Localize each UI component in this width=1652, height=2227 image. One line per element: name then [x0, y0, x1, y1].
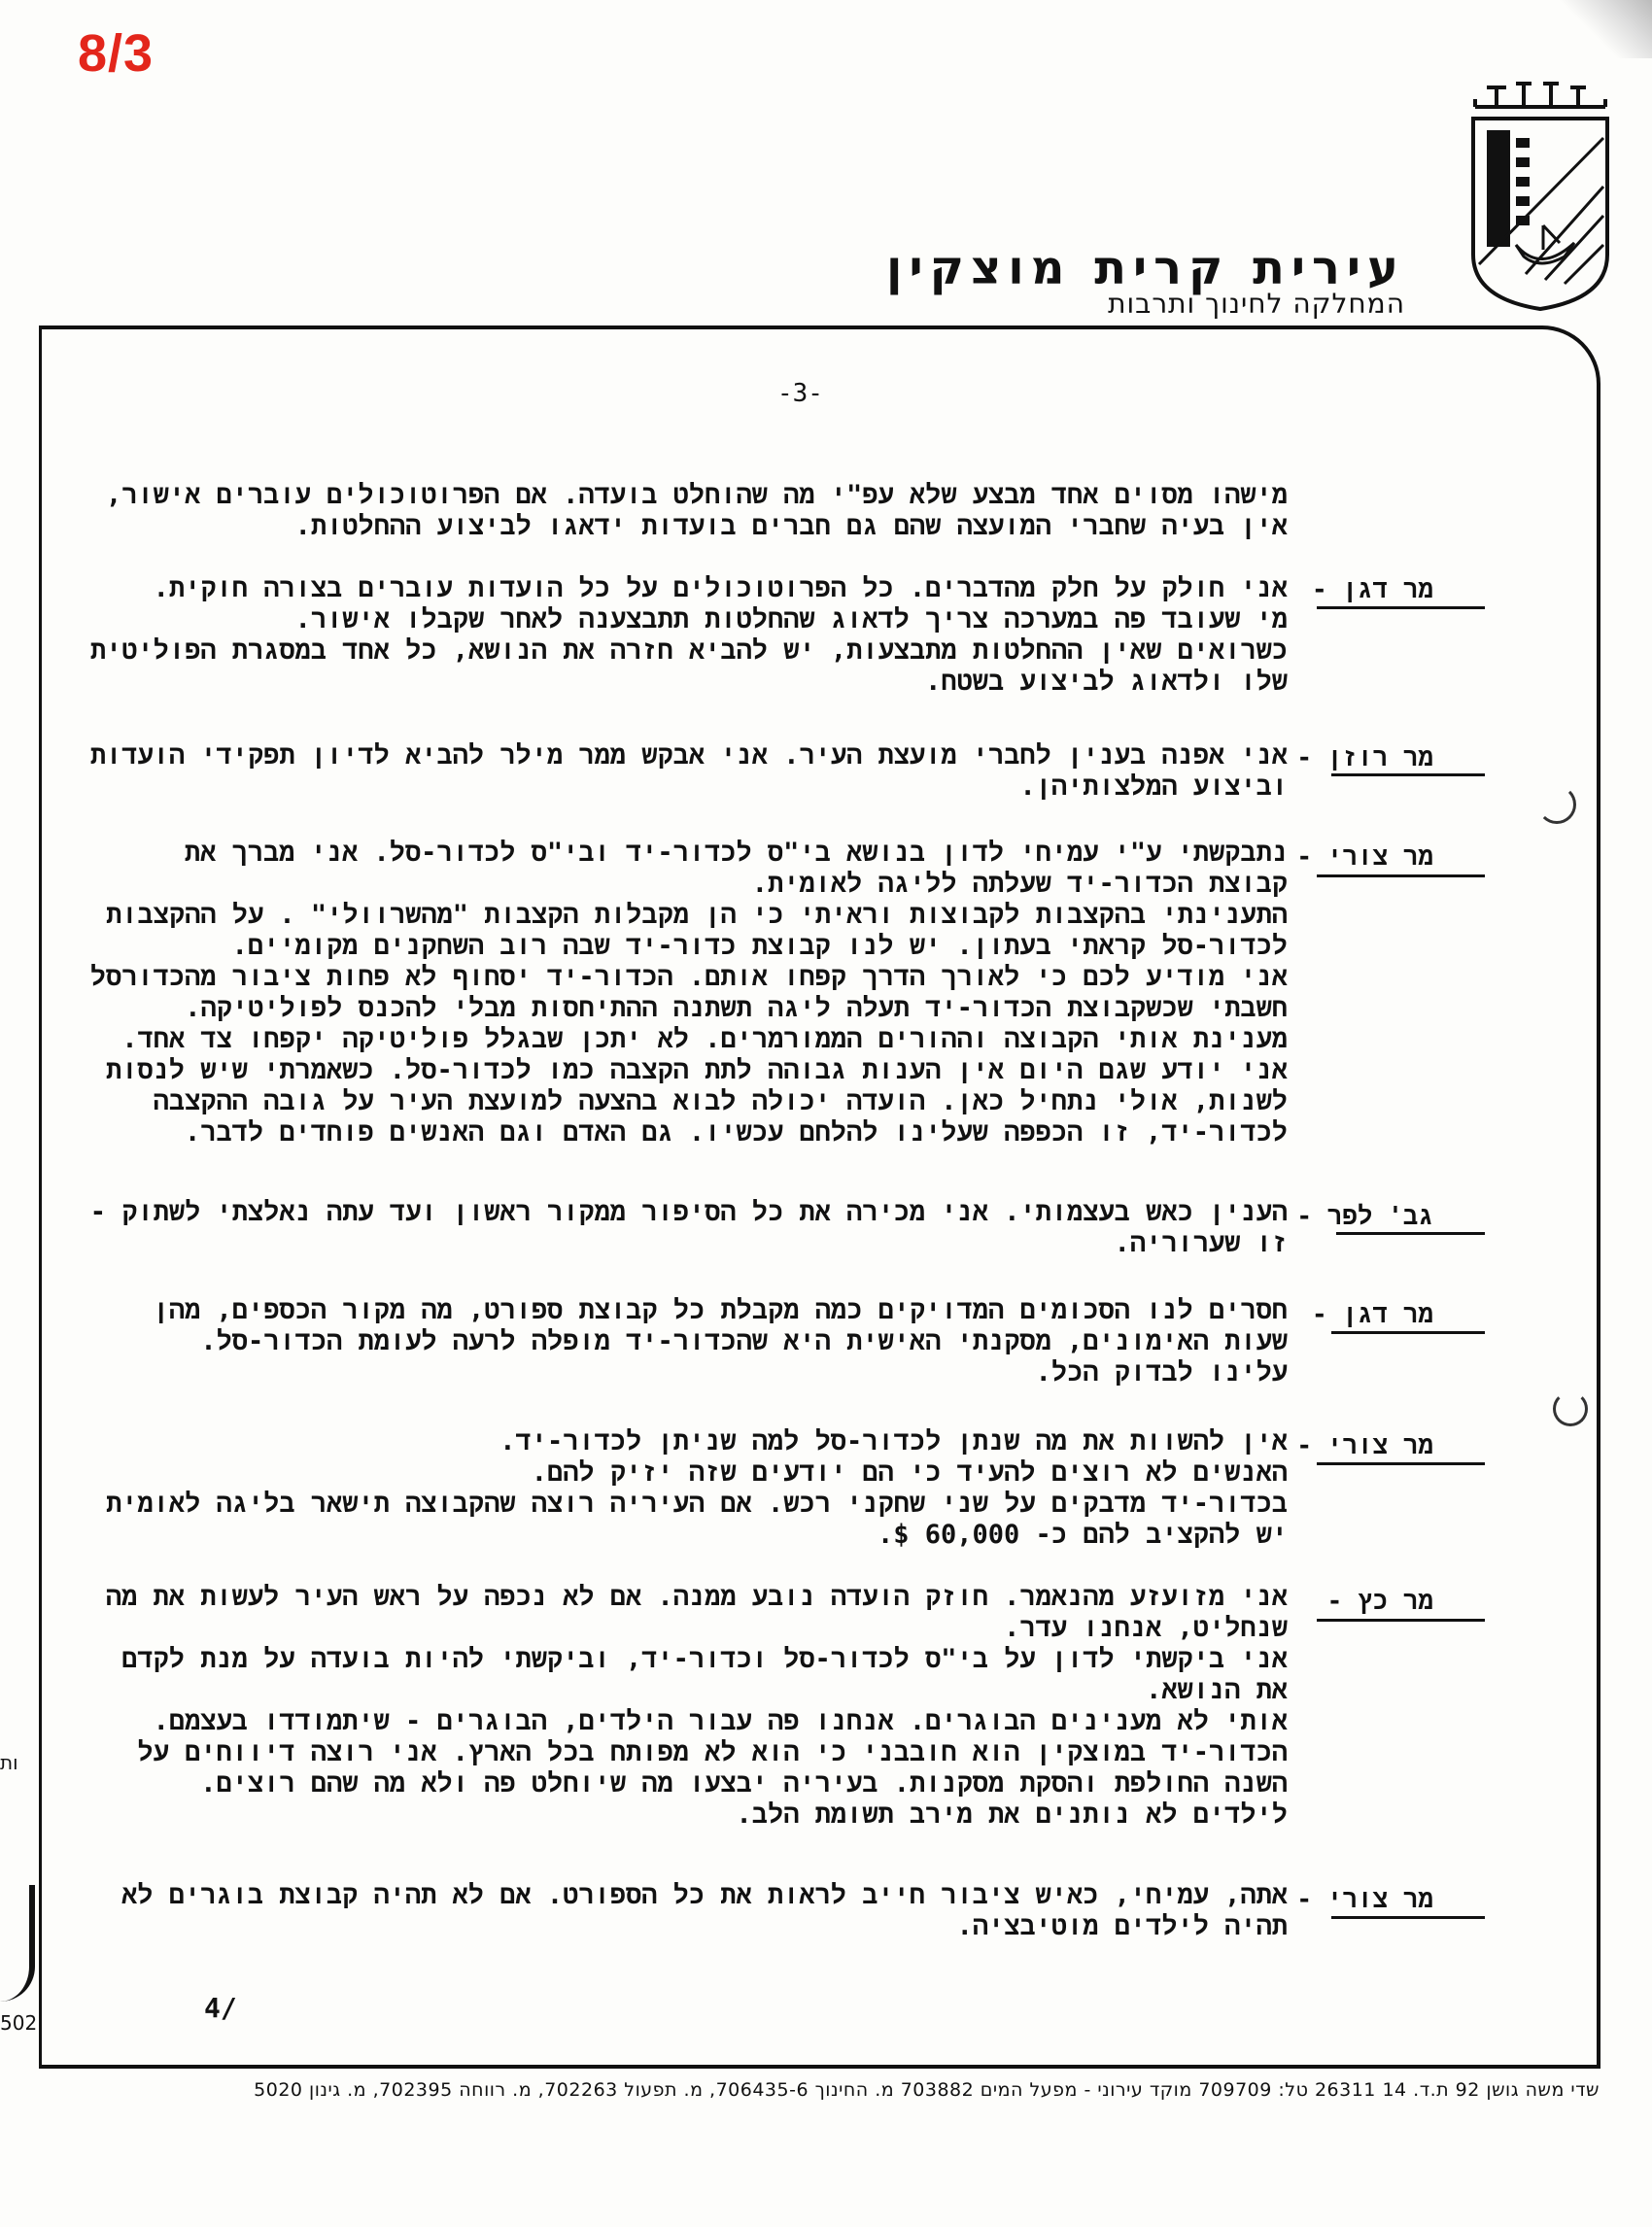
text-line: אני חולק על חלק מהדברים. כל הפרוטוכולים על כל הועדות עוברים בצורה חוקית.	[153, 573, 1288, 603]
paragraph	[73, 1582, 1288, 1831]
speaker-underline	[1317, 874, 1485, 877]
speaker-underline	[1331, 773, 1485, 776]
speaker-label: מר צורי -	[1296, 1885, 1433, 1914]
speaker-underline	[1331, 1916, 1485, 1919]
text-line: אני מזועזע מהנאמר. חוזק הועדה נובע ממנה. אם לא נכפה על ראש העיר לעשות את מה	[105, 1582, 1288, 1612]
department-subtitle: המחלקה לחינוך ותרבות	[1108, 288, 1405, 320]
text-line: אתה, עמיחי, כאיש ציבור חייב לראות את כל הספורט. אם לא תהיה קבוצת בוגרים לא	[121, 1880, 1288, 1910]
scan-corner-shadow	[1555, 0, 1652, 58]
speaker-underline	[1317, 1462, 1485, 1465]
text-line: תהיה לילדים מוטיבציה.	[956, 1911, 1288, 1941]
text-line: מענינת אותי הקבוצה וההורים הממורמרים. לא יתכן שבגלל פוליטיקה יקפחו צד אחד.	[121, 1024, 1288, 1054]
paragraph	[73, 1197, 1288, 1259]
text-line: האנשים לא רוצים להעיד כי הם יודעים שזה יזיק להם.	[531, 1457, 1288, 1488]
text-line: אני אפנה בענין לחברי מועצת העיר. אני אבקש ממר מילר להביא לדיון תפקידי הועדות	[89, 740, 1288, 771]
speaker-label: גב' לפר -	[1296, 1202, 1433, 1231]
text-line: הענין כאש בעצמותי. אני מכירה את כל הסיפור ממקור ראשון ועד עתה נאלצתי לשתוק -	[89, 1197, 1288, 1227]
text-line: השנה החולפת והסקת מסקנות. בעיריה יבצעו מה שיוחלט פה ולא מה שהם רוצים.	[200, 1768, 1288, 1799]
text-line: מישהו מסוים אחד מבצע שלא עפ"י מה שהוחלט בועדה. אם הפרוטוכולים עוברים אישור,	[106, 480, 1288, 510]
text-line: לכדור-יד, זו הכפפה שעלינו להלחם עכשיו. גם האדם וגם האנשים פוחדים לדבר.	[185, 1117, 1288, 1148]
text-line: בכדור-יד מדבקים על שני שחקני רכש. אם העיריה רוצה שהקבוצה תישאר בליגה לאומית	[106, 1489, 1288, 1519]
text-line: שלו ולדאוג לביצוע בשטח.	[925, 667, 1288, 697]
text-line: יש להקציב להם כ- 60,000 $.	[877, 1520, 1288, 1550]
text-line: אני ביקשתי לדון על בי"ס לכדור-סל וכדור-יד, וביקשתי להיות בועדה על מנת לקדם	[121, 1644, 1288, 1674]
text-line: הכדור-יד במוצקין הוא חובבני כי הוא לא מפותח בכל הארץ. אני רוצה דיווחים על	[137, 1737, 1288, 1767]
text-line: את הנושא.	[1146, 1675, 1288, 1705]
speaker-underline	[1317, 606, 1485, 609]
text-line: קבוצת הכדור-יד שעלתה לליגה לאומית.	[751, 869, 1288, 899]
page-number-stamp: 8/3	[78, 24, 155, 83]
city-crest-icon	[1467, 80, 1613, 313]
continued-on-page-marker: 4/	[204, 1992, 237, 2024]
paragraph-intro	[73, 480, 1288, 542]
city-name-title: עירית קרית מוצקין	[885, 241, 1405, 295]
speaker-label: מר צורי -	[1296, 1431, 1433, 1460]
text-line: לשנות, אולי נתחיל כאן. הועדה יכולה לבוא בהצעה למועצת העיר על גובה ההקצבה	[153, 1086, 1288, 1116]
page-marker: -3-	[777, 379, 823, 408]
text-line: לילדים לא נותנים את מירב תשומת הלב.	[736, 1799, 1288, 1830]
punch-hole-upper	[1537, 785, 1576, 824]
speaker-label: מר צורי -	[1296, 842, 1433, 872]
paragraph	[73, 573, 1288, 698]
text-line: אותי לא מענינים הבוגרים. אנחנו פה עבור הילדים, הבוגרים - שיתמודדו בעצמם.	[153, 1706, 1288, 1736]
speaker-label: מר דגן -	[1312, 1300, 1433, 1329]
text-line: מי שעובד פה במערכה צריך לדאוג שהחלטות תתבצענה לאחר שקבלו אישור.	[294, 604, 1288, 634]
text-line: אני יודע שגם היום אין הענות גבוהה לתת הקצבה כמו לכדור-סל. כשאמרתי שיש לנסות	[106, 1055, 1288, 1085]
text-line: אין בעיה שחברי המועצה שהם גם חברים בועדות ידאגו לביצוע ההחלטות.	[294, 511, 1288, 541]
text-line: עלינו לבדוק הכל.	[1035, 1357, 1288, 1388]
paragraph	[73, 1295, 1288, 1388]
punch-hole-lower	[1553, 1391, 1588, 1426]
text-line: אין להשוות את מה שנתן לכדור-סל למה שניתן לכדור-יד.	[499, 1426, 1288, 1456]
text-line: זו שערוריה.	[1114, 1228, 1288, 1258]
text-line: וביצוע המלצותיהן.	[1019, 771, 1288, 802]
text-line: אני מודיע לכם כי לאורך הדרך קפחו אותם. הכדור-יד יסחוף לא פחות ציבור מהכדורסל	[89, 962, 1288, 992]
text-line: חסרים לנו הסכומים המדויקים כמה מקבלת כל קבוצת ספורט, מה מקור הכספים, מהן	[153, 1295, 1288, 1325]
frame-left-curl	[0, 1885, 35, 2002]
speaker-underline	[1317, 1619, 1485, 1622]
paragraph	[73, 740, 1288, 803]
speaker-underline	[1331, 1331, 1485, 1334]
text-line: לכדור-סל קראתי בעתון. יש לנו קבוצת כדור-יד שבה רוב השחקנים מקומיים.	[231, 931, 1288, 961]
text-line: התענינתי בהקצבות לקבוצות וראיתי כי הן מקבלות הקצבות "מהשרוולי" . על ההקצבות	[106, 900, 1288, 930]
paragraph	[73, 1426, 1288, 1551]
speaker-underline	[1336, 1232, 1485, 1235]
paragraph	[73, 838, 1288, 1148]
speaker-label: מר דגן -	[1312, 575, 1433, 604]
text-line: כשרואים שאין ההחלטות מתבצעות, יש להביא חזרה את הנושא, כל אחד במסגרת הפוליטית	[89, 635, 1288, 666]
text-line: נתבקשתי ע"י עמיחי לדון בנושא בי"ס לכדור-יד ובי"ס לכדור-סל. אני מברך את	[184, 838, 1288, 868]
text-line: שנחליט, אנחנו עדר.	[1004, 1613, 1288, 1643]
letterhead-footer: שדי משה גושן 92 ת.ד. 14 26311 טל: 709709 מוקד עירוני - מפעל המים 703882 מ. החינוך 706435-6, מ. תפעול 702263, מ. רווחה 702395, מ. גינון 5020	[254, 2079, 1600, 2101]
speaker-label: מר כץ -	[1326, 1587, 1433, 1616]
speaker-label: מר רוזן -	[1296, 743, 1433, 772]
paragraph	[73, 1880, 1288, 1942]
text-line: חשבתי שכשקבוצת הכדור-יד תעלה ליגה תשתנה ההתיחסות מבלי להכנס לפוליטיקה.	[185, 993, 1288, 1023]
text-line: שעות האימונים, מסקנתי האישית היא שהכדור-יד מופלה לרעה לעומת הכדור-סל.	[200, 1326, 1288, 1356]
margin-scrap-text: 502	[0, 2011, 38, 2035]
margin-scrap-text: ות	[0, 1751, 18, 1774]
